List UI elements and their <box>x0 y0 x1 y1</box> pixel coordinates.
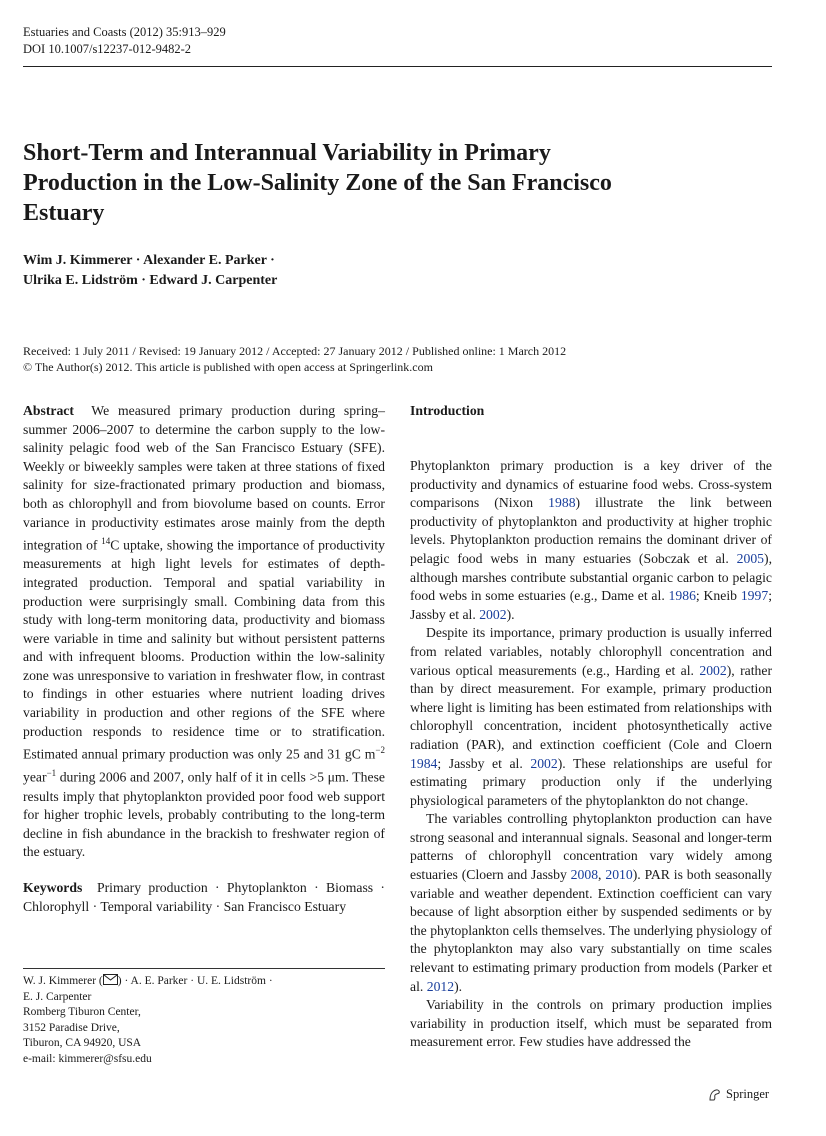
footnote-email[interactable]: e-mail: kimmerer@sfsu.edu <box>23 1052 152 1065</box>
section-heading-introduction: Introduction <box>410 403 485 418</box>
footnote-affiliation: Romberg Tiburon Center, <box>23 1006 141 1018</box>
citation-link[interactable]: 2012 <box>426 978 455 994</box>
envelope-icon[interactable] <box>103 974 118 985</box>
author-line-1: Wim J. Kimmerer · Alexander E. Parker · <box>23 253 275 268</box>
isotope-superscript: 14 <box>101 536 111 547</box>
intro-paragraph-3: The variables controlling phytoplankton production can have strong seasonal and interannual signals. Seasonal and longer-term patterns of chlorophyll concentration vary widely among estuaries (Cloern and Jassby 2008, 2010). PAR is both seasonally variable and weather dependent. Extinction coefficient can vary because of light absorption either by suspended sediments or by the phytoplankton cells themselves. The underlying physiology of the phytoplankton may also vary substantially on time scales relevant to estimating primary production from models (Parker et al. 2012). <box>410 811 773 994</box>
citation-link[interactable]: 2002 <box>699 662 727 678</box>
abstract-text: We measured primary production during spring–summer 2006–2007 to determine the carbon supply to the low-salinity pelagic food web of the San Francisco Estuary (SFE). Weekly or biweekly samples were taken at three stations of fixed salinity for size-fractionated primary production and biomass, both as chlorophyll and from biovolume based on counts. Error variance in productivity estimates arose mainly from the depth integration of <box>23 403 385 553</box>
header-rule <box>23 66 772 67</box>
publisher-logo <box>708 1087 769 1102</box>
citation-link[interactable]: 1997 <box>740 588 769 604</box>
abstract-text: during 2006 and 2007, only half of it in cells >5 μm. These results imply that phytoplankton provided poor food web support for higher trophic levels, probably contributing to the long-term decline in fish abundance in the brackish to freshwater region of the estuary. <box>23 769 385 860</box>
footnote-author: W. J. Kimmerer ( <box>23 975 103 987</box>
abstract-label: Abstract <box>23 403 74 418</box>
intro-paragraph-1: Phytoplankton primary production is a key driver of the productivity and dynamics of estuarine food webs. Cross-system comparisons (Nixon 1988) illustrate the link between productivity of phytoplankton and productivity at higher trophic levels. Phytoplankton production remains the dominant driver of pelagic food webs in many estuaries (Sobczak et al. 2005), although marshes contribute substantial organic carbon to pelagic food webs in some estuaries (e.g., Dame et al. 1986; Kneib 1997; Jassby et al. 2002). <box>410 458 772 622</box>
citation-link[interactable]: 1984 <box>410 755 438 771</box>
citation-link[interactable]: 2002 <box>479 606 507 622</box>
author-list <box>23 251 277 291</box>
history-dates: Received: 1 July 2011 / Revised: 19 January 2012 / Accepted: 27 January 2012 / Published online: 1 March 2012 <box>23 344 567 358</box>
citation-link[interactable]: 2008 <box>570 867 599 883</box>
keywords-label: Keywords <box>23 879 83 895</box>
exponent: −2 <box>375 745 385 756</box>
paper-title: Short-Term and Interannual Variability in Primary Production in the Low-Salinity Zone of the San Francisco Estuary <box>23 140 612 226</box>
intro-paragraph-4: Variability in the controls on primary production implies variability in production itself, which must be separated from measurement error. Few studies have addressed the <box>410 997 772 1050</box>
author-footnote <box>23 974 273 1067</box>
springer-horse-icon <box>708 1088 722 1102</box>
citation-link[interactable]: 2002 <box>530 755 558 771</box>
abstract-text: C uptake, showing the importance of productivity measurements at high light levels for estimates of depth-integrated production. Temporal and spatial variability in production were surprisingly small. Combining data from this study with long-term monitoring data, productivity and biomass were variable in time and salinity but without persistent patterns and with infrequent blooms. Production within the low-salinity zone was unresponsive to variation in freshwater flow, in contrast to findings in other estuaries where nutrient loading drives variability in production and other regions of the SFE where production responds to residence time or to stratification. Estimated annual primary production was only 25 and 31 gC m <box>23 537 385 762</box>
copyright-notice: © The Author(s) 2012. This article is published with open access at Springerlink.com <box>23 360 433 374</box>
footnote-line: E. J. Carpenter <box>23 990 92 1003</box>
citation-link[interactable]: 1988 <box>548 495 576 511</box>
intro-paragraph-2: Despite its importance, primary production is usually inferred from related variables, notably chlorophyll concentration and various optical measurements (e.g., Harding et al. 2002), rather than by direct measurement. For example, primary production where light is limiting has been estimated from relationships with chlorophyll concentration, incident photosynthetically active radiation (PAR), and extinction coefficient (Cole and Cloern 1984; Jassby et al. 2002). These relationships are useful for estimating primary production only if the underlying physiological parameters of the phytoplankton do not change. <box>410 625 773 808</box>
footnote-city: Tiburon, CA 94920, USA <box>23 1037 142 1049</box>
abstract-text: year <box>23 769 47 785</box>
keywords-text: Primary production · Phytoplankton · Biomass · Chlorophyll · Temporal variability · San Francisco Estuary <box>23 879 385 914</box>
citation-link[interactable]: 2005 <box>736 550 765 566</box>
footnote-address: 3152 Paradise Drive, <box>23 1021 120 1034</box>
journal-header <box>23 24 226 58</box>
right-column <box>410 402 772 1052</box>
citation-link[interactable]: 2010 <box>605 867 633 883</box>
exponent: −1 <box>46 768 57 779</box>
footnote-rule <box>23 968 385 969</box>
keywords <box>23 879 385 916</box>
abstract <box>23 402 385 862</box>
left-column <box>23 402 385 916</box>
article-history <box>23 343 566 375</box>
footnote-coauthors: ) · A. E. Parker · U. E. Lidström · <box>117 975 273 987</box>
author-line-2: Ulrika E. Lidström · Edward J. Carpenter <box>23 273 278 288</box>
citation-link[interactable]: 1986 <box>668 588 696 604</box>
publisher-name: Springer <box>726 1087 770 1101</box>
journal-citation: Estuaries and Coasts (2012) 35:913–929 <box>23 25 226 39</box>
doi[interactable]: DOI 10.1007/s12237-012-9482-2 <box>23 42 192 56</box>
